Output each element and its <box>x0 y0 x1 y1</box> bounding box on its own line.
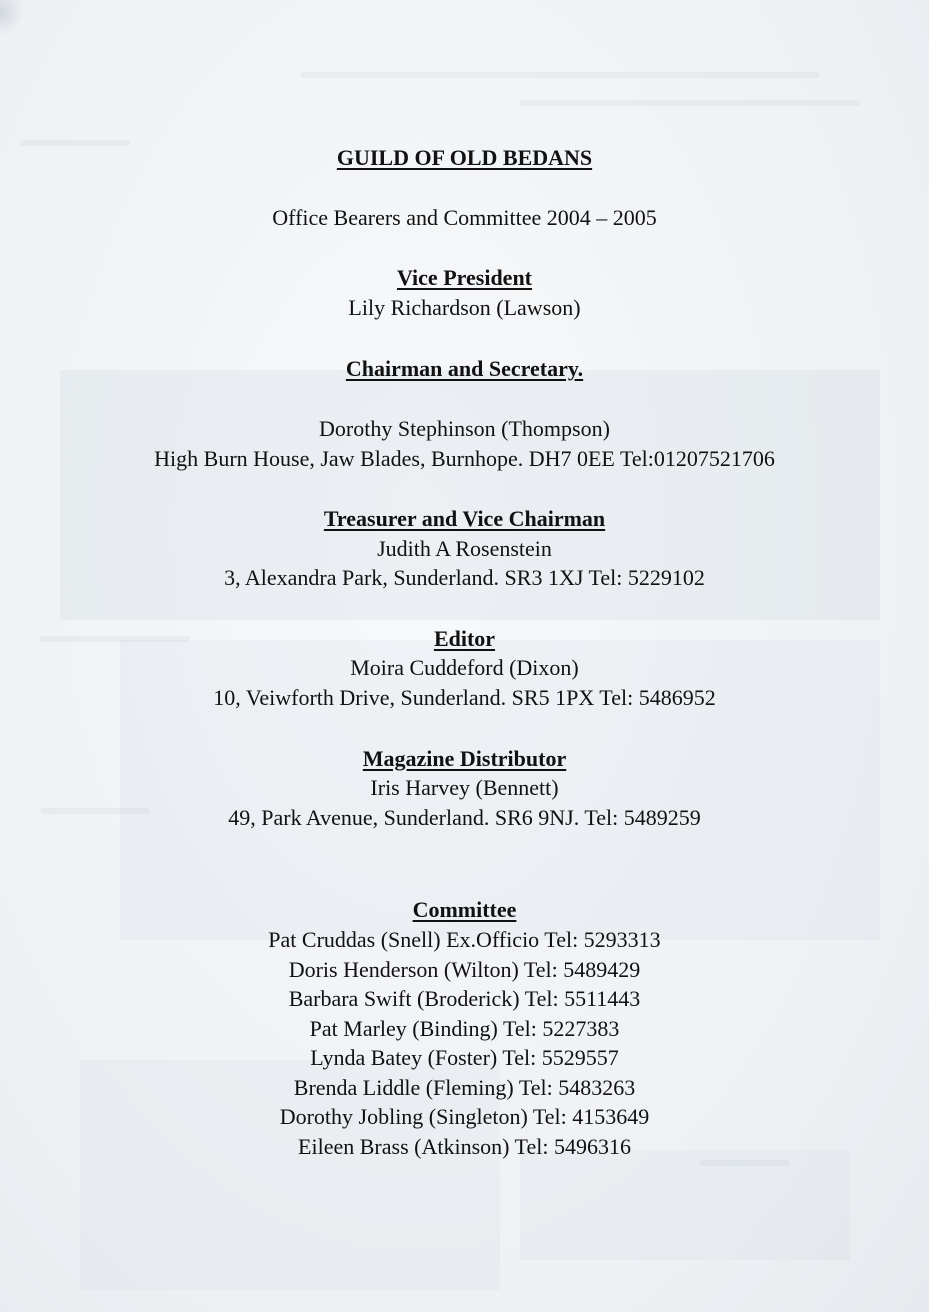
show-through-block <box>520 1150 850 1260</box>
committee-member: Brenda Liddle (Fleming) Tel: 5483263 <box>293 1075 636 1100</box>
distributor-address: 49, Park Avenue, Sunderland. SR6 9NJ. Tel: 5489259 <box>228 805 701 830</box>
editor-heading: Editor <box>433 626 496 651</box>
committee-member: Pat Cruddas (Snell) Ex.Officio Tel: 5293313 <box>268 927 661 952</box>
committee-member: Barbara Swift (Broderick) Tel: 5511443 <box>288 986 641 1011</box>
chairman-heading: Chairman and Secretary. <box>345 356 584 381</box>
show-through-line <box>300 72 820 78</box>
distributor-heading: Magazine Distributor <box>362 746 567 771</box>
committee-member: Lynda Batey (Foster) Tel: 5529557 <box>310 1045 619 1070</box>
treasurer-address: 3, Alexandra Park, Sunderland. SR3 1XJ Tel: 5229102 <box>224 565 705 590</box>
vice-president-name: Lily Richardson (Lawson) <box>348 295 581 320</box>
committee-member: Doris Henderson (Wilton) Tel: 5489429 <box>288 957 641 982</box>
vice-president-heading: Vice President <box>396 265 533 290</box>
chairman-address: High Burn House, Jaw Blades, Burnhope. DH7 0EE Tel:01207521706 <box>154 446 775 471</box>
distributor-name: Iris Harvey (Bennett) <box>370 775 559 800</box>
treasurer-name: Judith A Rosenstein <box>377 536 552 561</box>
editor-name: Moira Cuddeford (Dixon) <box>350 655 579 680</box>
treasurer-heading: Treasurer and Vice Chairman <box>323 506 606 531</box>
show-through-line <box>520 100 860 106</box>
page-edge-mark <box>0 0 22 38</box>
committee-member: Eileen Brass (Atkinson) Tel: 5496316 <box>298 1134 631 1159</box>
committee-heading: Committee <box>412 897 517 922</box>
editor-address: 10, Veiwforth Drive, Sunderland. SR5 1PX Tel: 5486952 <box>213 685 716 710</box>
show-through-line <box>700 1160 790 1166</box>
chairman-name: Dorothy Stephinson (Thompson) <box>319 416 610 441</box>
committee-member: Pat Marley (Binding) Tel: 5227383 <box>309 1016 620 1041</box>
committee-member: Dorothy Jobling (Singleton) Tel: 4153649 <box>279 1104 650 1129</box>
document-title: GUILD OF OLD BEDANS <box>336 145 593 170</box>
document-subtitle: Office Bearers and Committee 2004 – 2005 <box>272 205 657 230</box>
